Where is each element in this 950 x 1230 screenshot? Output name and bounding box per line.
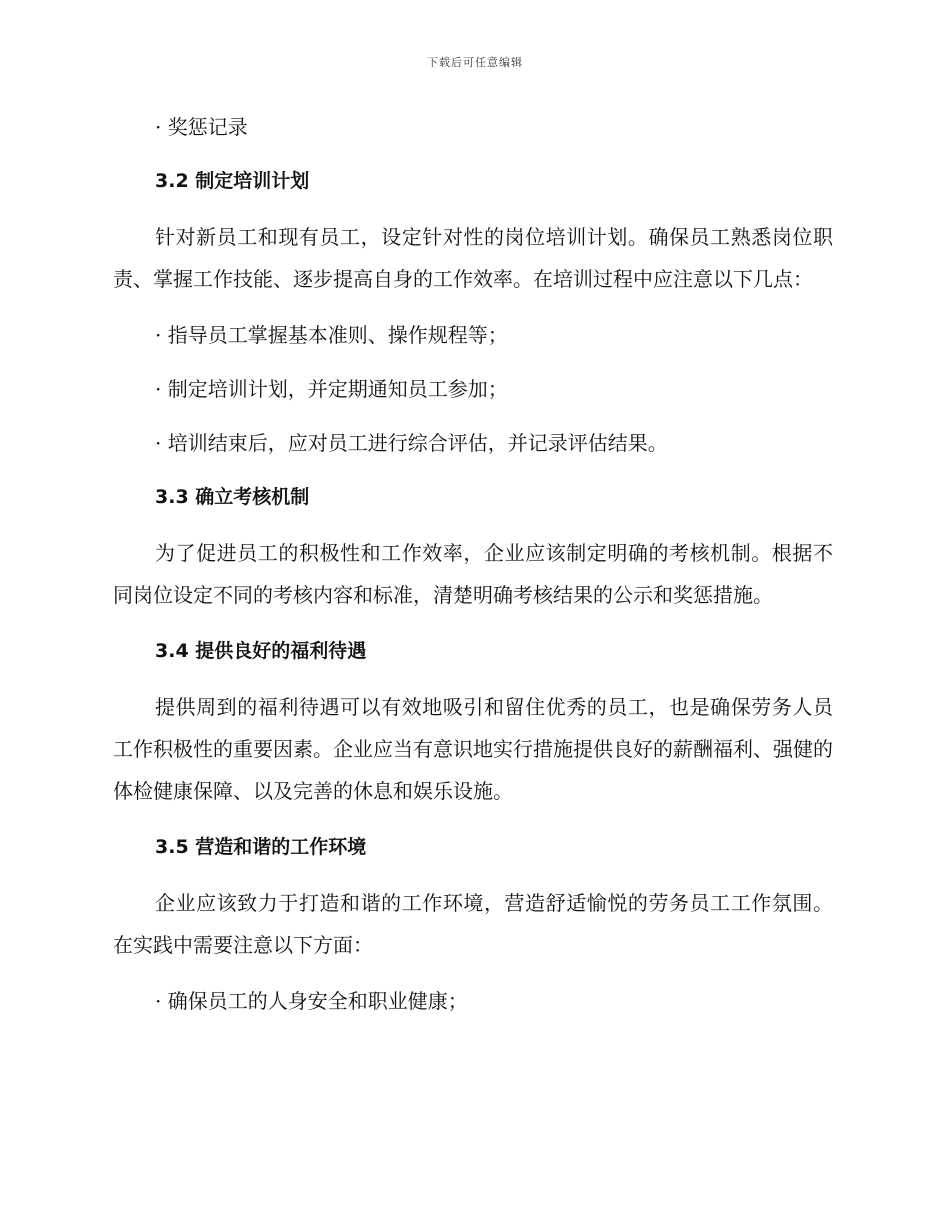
paragraph-3-4: 提供周到的福利待遇可以有效地吸引和留住优秀的员工，也是确保劳务人员工作积极性的重要因素。企业应当有意识地实行措施提供良好的薪酬福利、强健的体检健康保障、以及完善的休息和娱乐设施。	[113, 695, 833, 803]
section-heading-3-3: 3.3 确立考核机制	[155, 486, 310, 508]
bullet-item-training-plan: · 制定培训计划，并定期通知员工参加；	[155, 377, 508, 401]
bullet-item-evaluation: · 培训结束后，应对员工进行综合评估，并记录评估结果。	[155, 431, 668, 455]
bullet-item-safety-health: · 确保员工的人身安全和职业健康；	[155, 989, 468, 1013]
page-header: 下载后可任意编辑	[427, 56, 523, 69]
section-heading-3-2: 3.2 制定培训计划	[155, 170, 310, 192]
section-heading-3-4: 3.4 提供良好的福利待遇	[155, 640, 367, 662]
paragraph-3-3: 为了促进员工的积极性和工作效率，企业应该制定明确的考核机制。根据不同岗位设定不同的考核内容和标准，清楚明确考核结果的公示和奖惩措施。	[113, 541, 833, 607]
paragraph-3-2: 针对新员工和现有员工，设定针对性的岗位培训计划。确保员工熟悉岗位职责、掌握工作技能、逐步提高自身的工作效率。在培训过程中应注意以下几点：	[113, 225, 833, 291]
bullet-item-rewards-record: · 奖惩记录	[155, 115, 248, 139]
section-heading-3-5: 3.5 营造和谐的工作环境	[155, 836, 367, 858]
document-body	[113, 110, 833, 1018]
bullet-item-guide-staff: · 指导员工掌握基本准则、操作规程等；	[155, 323, 508, 347]
paragraph-3-5: 企业应该致力于打造和谐的工作环境，营造舒适愉悦的劳务员工工作氛围。在实践中需要注意以下方面：	[113, 891, 833, 957]
